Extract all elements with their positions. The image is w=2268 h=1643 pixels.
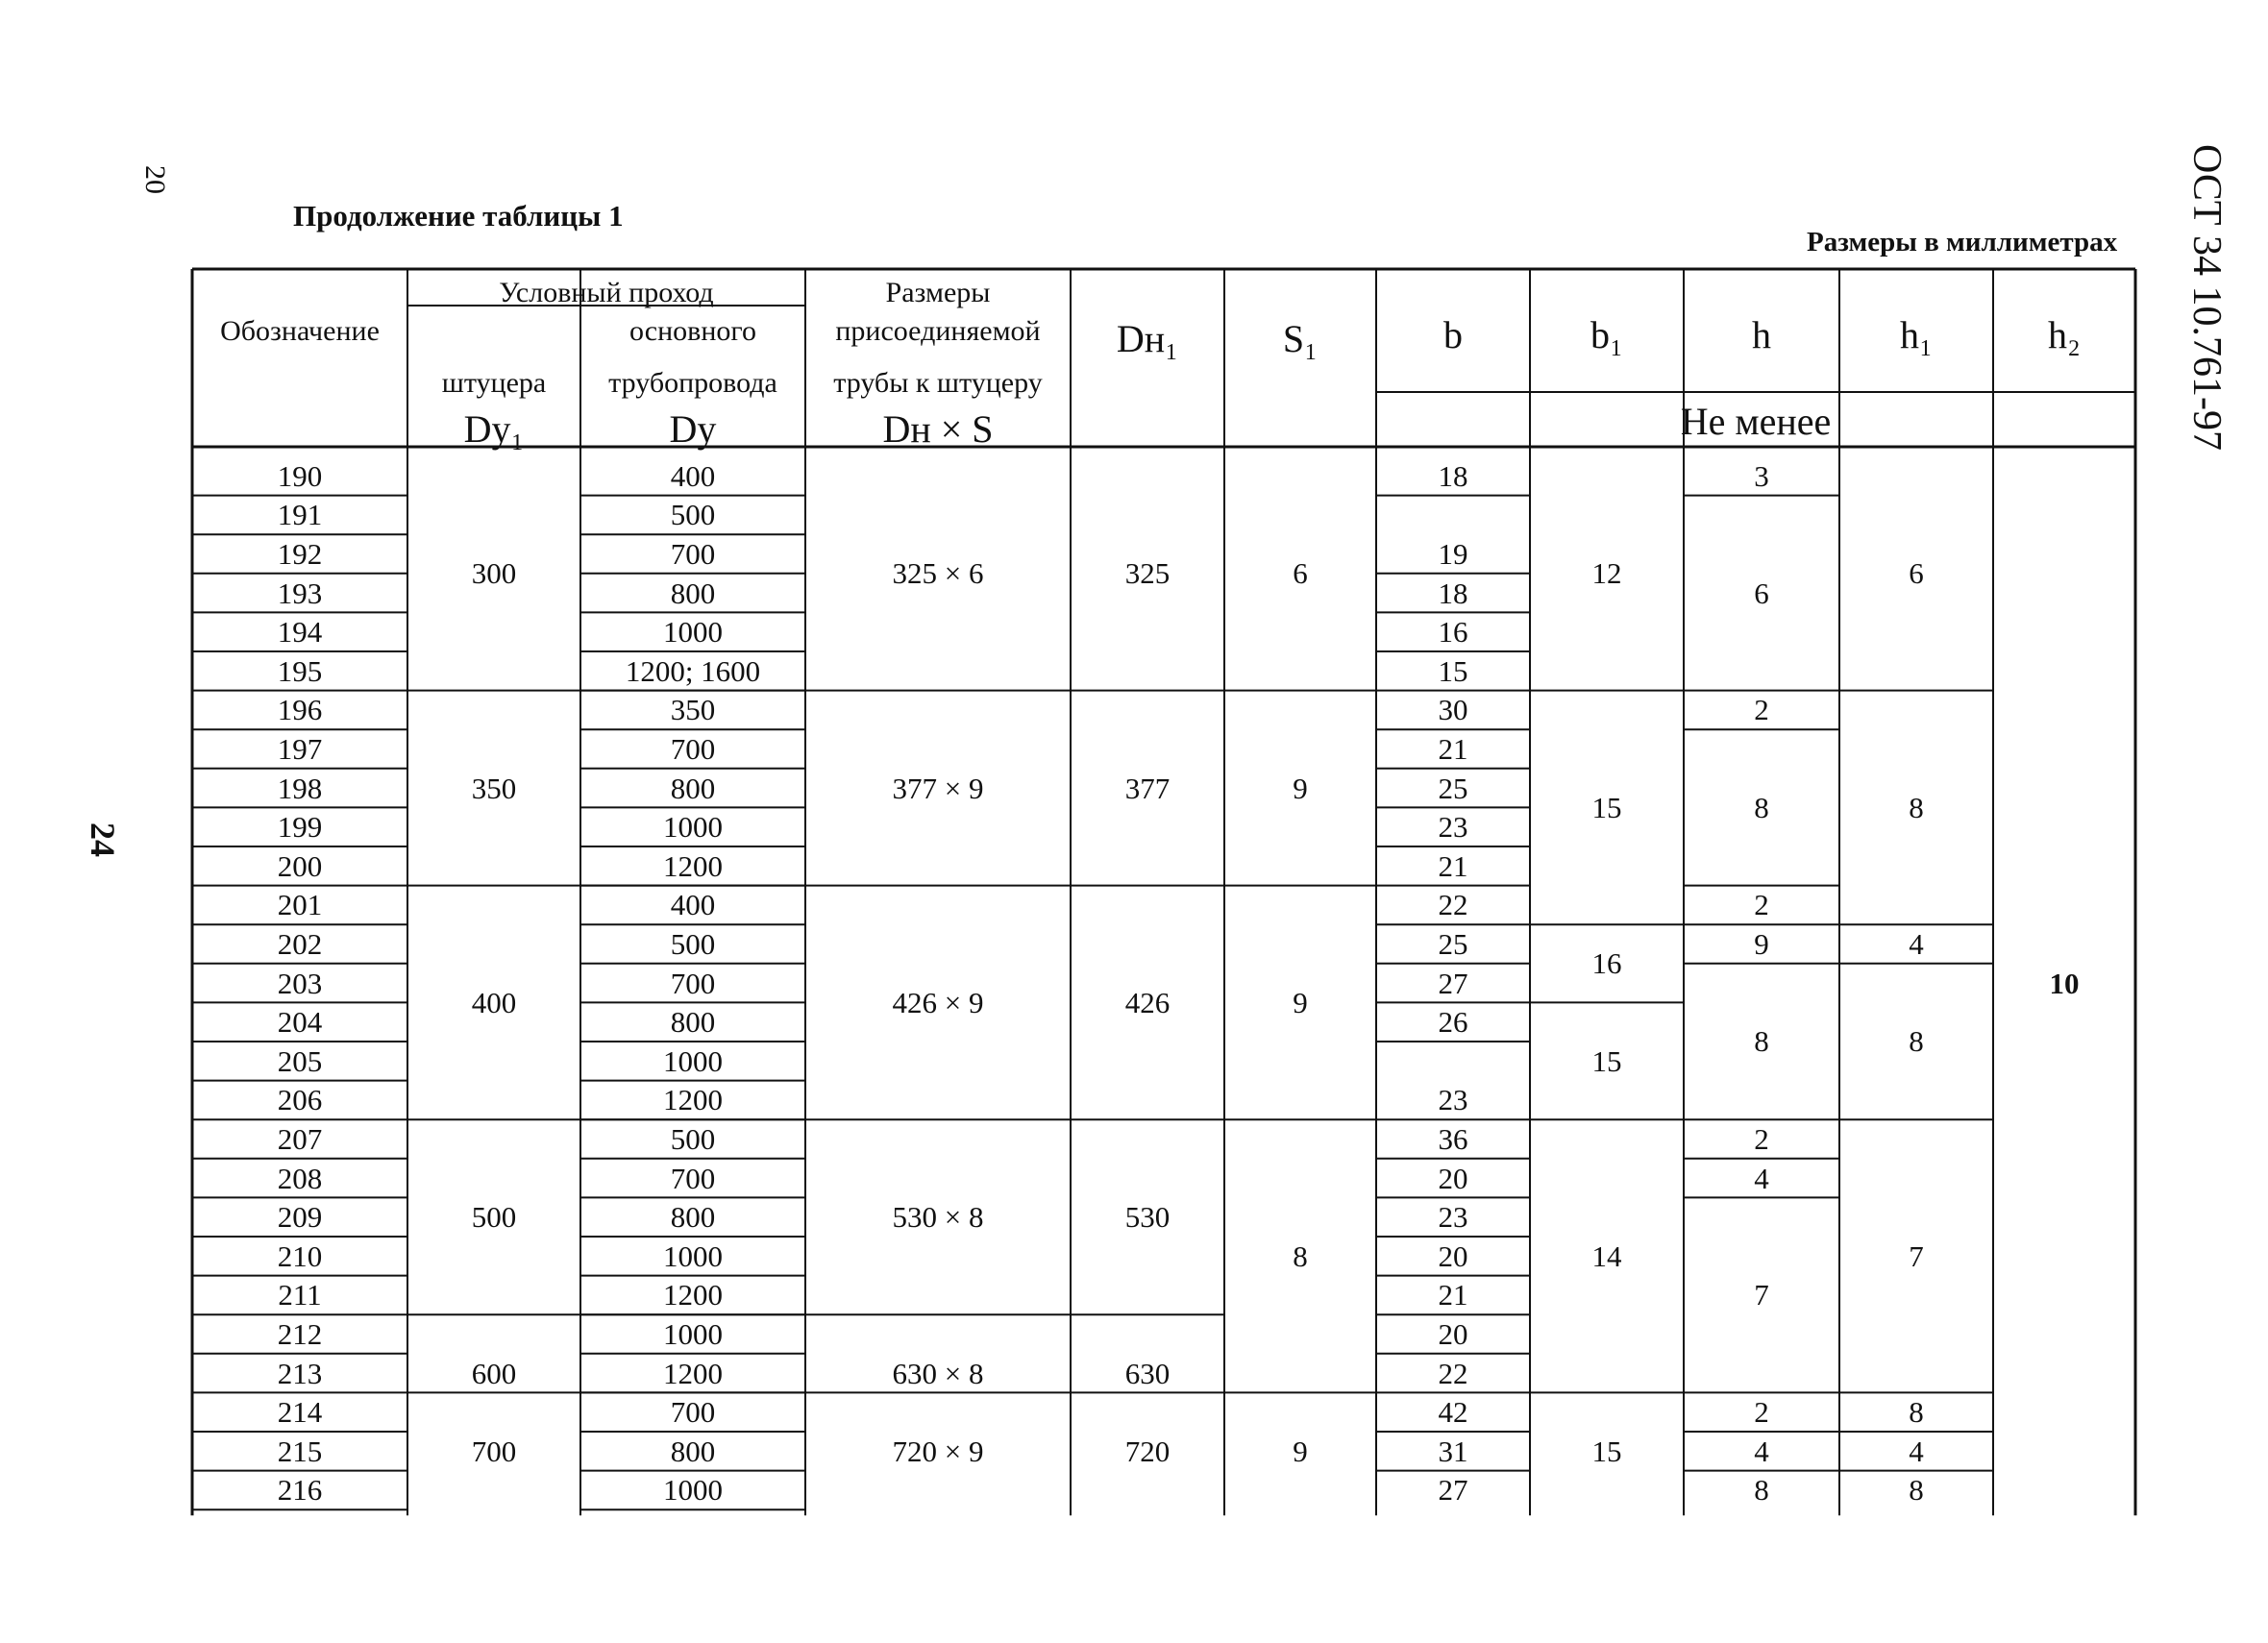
b1-value: 12 [1591, 556, 1622, 591]
b-value: 23 [1438, 1200, 1468, 1235]
units-note: Размеры в миллиметрах [1807, 227, 2118, 257]
header-fitting: штуцера [441, 367, 547, 399]
b-value: 25 [1438, 771, 1468, 805]
row-designation: 213 [277, 1356, 323, 1390]
header-nominal-bore: Условный проход [499, 277, 714, 308]
b1-value: 15 [1591, 1434, 1622, 1468]
row-designation: 197 [277, 731, 323, 766]
row-designation: 198 [277, 771, 323, 805]
h1-value: 6 [1909, 556, 1924, 591]
h-value: 7 [1754, 1278, 1769, 1312]
row-main-bore: 1200 [663, 1356, 723, 1390]
row-designation: 216 [277, 1473, 323, 1508]
row-main-bore: 700 [670, 731, 716, 766]
page-number-side: 24 [84, 822, 122, 857]
b-value: 26 [1438, 1005, 1468, 1040]
row-main-bore: 400 [670, 458, 716, 493]
header-pipe-dims-2: присоединяемой [835, 315, 1041, 347]
row-designation: 194 [277, 615, 323, 650]
h-value: 2 [1754, 693, 1769, 727]
pipe-dimensions: 630 × 8 [892, 1356, 984, 1390]
header-pipeline: трубопровода [608, 367, 777, 399]
b-value: 36 [1438, 1121, 1468, 1156]
row-main-bore: 700 [670, 1395, 716, 1430]
header-main-symbol: Dy [669, 407, 717, 451]
fitting-bore: 700 [471, 1434, 517, 1468]
row-main-bore: 1000 [663, 810, 723, 845]
row-designation: 195 [277, 653, 323, 688]
row-main-bore: 1200; 1600 [625, 653, 761, 688]
row-main-bore: 800 [670, 1434, 716, 1468]
h-value: 4 [1754, 1161, 1769, 1195]
header-dn1: Dн₁ [1116, 317, 1179, 360]
row-designation: 193 [277, 576, 323, 610]
header-h2: h₂ [2048, 313, 2081, 356]
h-value: 8 [1754, 1024, 1769, 1059]
b-value: 31 [1438, 1434, 1468, 1468]
s1-value: 9 [1293, 1434, 1308, 1468]
standard-code: ОСТ 34 10.761-97 [2184, 144, 2229, 451]
row-designation: 212 [277, 1316, 323, 1351]
row-main-bore: 800 [670, 1005, 716, 1040]
fitting-bore: 600 [471, 1356, 517, 1390]
row-designation: 206 [277, 1083, 323, 1117]
h-value: 9 [1754, 926, 1769, 961]
dn1-value: 530 [1124, 1200, 1171, 1235]
b-value: 21 [1438, 848, 1468, 883]
fitting-bore: 300 [471, 556, 517, 591]
s1-value: 9 [1293, 771, 1308, 805]
h1-value: 8 [1909, 790, 1924, 824]
row-designation: 208 [277, 1161, 323, 1195]
pipe-dimensions: 426 × 9 [892, 985, 984, 1019]
row-main-bore: 700 [670, 1161, 716, 1195]
b-value: 21 [1438, 1278, 1468, 1312]
h-value: 4 [1754, 1434, 1769, 1468]
b-value: 16 [1438, 615, 1468, 650]
row-designation: 211 [278, 1278, 322, 1312]
b-value: 27 [1438, 966, 1468, 1000]
row-main-bore: 1000 [663, 1043, 723, 1078]
row-main-bore: 800 [670, 1200, 716, 1235]
b-value: 20 [1438, 1238, 1468, 1273]
row-main-bore: 1200 [663, 1278, 723, 1312]
pipe-dimensions: 720 × 9 [892, 1434, 984, 1468]
header-pipe-dims-1: Размеры [885, 277, 991, 308]
b-value: 30 [1438, 693, 1468, 727]
h-value: 2 [1754, 888, 1769, 922]
b-value: 27 [1438, 1473, 1468, 1508]
h2-value: 10 [2049, 966, 2080, 1000]
fitting-bore: 400 [471, 985, 517, 1019]
b-value: 19 [1438, 536, 1468, 571]
h1-value: 8 [1909, 1024, 1924, 1059]
page-number-top: 20 [139, 165, 171, 194]
row-main-bore: 400 [670, 888, 716, 922]
b-value: 20 [1438, 1161, 1468, 1195]
row-designation: 196 [277, 693, 323, 727]
row-designation: 199 [277, 810, 323, 845]
row-designation: 209 [277, 1200, 323, 1235]
b-value: 42 [1438, 1395, 1468, 1430]
header-s1: S₁ [1282, 317, 1319, 360]
row-designation: 214 [277, 1395, 323, 1430]
row-designation: 202 [277, 926, 323, 961]
row-designation: 192 [277, 536, 323, 571]
row-main-bore: 800 [670, 771, 716, 805]
header-fitting-symbol: Dy₁ [463, 407, 525, 451]
fitting-bore: 500 [471, 1200, 517, 1235]
row-main-bore: 1200 [663, 1083, 723, 1117]
row-main-bore: 500 [670, 1121, 716, 1156]
h1-value: 4 [1909, 1434, 1924, 1468]
row-designation: 191 [277, 498, 323, 532]
row-designation: 215 [277, 1434, 323, 1468]
row-designation: 210 [277, 1238, 323, 1273]
dn1-value: 426 [1124, 985, 1171, 1019]
b-value: 18 [1438, 576, 1468, 610]
row-main-bore: 1000 [663, 1473, 723, 1508]
h1-value: 8 [1909, 1473, 1924, 1508]
header-b1: b₁ [1590, 313, 1623, 356]
b-value: 23 [1438, 810, 1468, 845]
row-designation: 204 [277, 1005, 323, 1040]
b-value: 22 [1438, 1356, 1468, 1390]
table-caption: Продолжение таблицы 1 [293, 199, 624, 233]
dn1-value: 720 [1124, 1434, 1171, 1468]
b-value: 25 [1438, 926, 1468, 961]
b-value: 21 [1438, 731, 1468, 766]
row-main-bore: 700 [670, 966, 716, 1000]
header-b: b [1443, 313, 1463, 356]
row-main-bore: 1000 [663, 1238, 723, 1273]
header-h1: h₁ [1900, 313, 1933, 356]
header-main: основного [629, 315, 756, 347]
row-main-bore: 700 [670, 536, 716, 571]
dn1-value: 630 [1124, 1356, 1171, 1390]
s1-value: 8 [1293, 1238, 1308, 1273]
h-value: 2 [1754, 1395, 1769, 1430]
b-value: 22 [1438, 888, 1468, 922]
s1-value: 6 [1293, 556, 1308, 591]
s1-value: 9 [1293, 985, 1308, 1019]
pipe-dimensions: 530 × 8 [892, 1200, 984, 1235]
pipe-dimensions: 325 × 6 [892, 556, 984, 591]
b-value: 20 [1438, 1316, 1468, 1351]
h-value: 8 [1754, 1473, 1769, 1508]
row-designation: 190 [277, 458, 323, 493]
b1-value: 16 [1591, 946, 1622, 981]
row-designation: 200 [277, 848, 323, 883]
b-value: 23 [1438, 1083, 1468, 1117]
row-designation: 207 [277, 1121, 323, 1156]
b1-value: 15 [1591, 790, 1622, 824]
header-h: h [1752, 313, 1771, 356]
row-main-bore: 1200 [663, 848, 723, 883]
h-value: 2 [1754, 1121, 1769, 1156]
row-designation: 203 [277, 966, 323, 1000]
row-main-bore: 350 [670, 693, 716, 727]
b-value: 18 [1438, 458, 1468, 493]
h1-value: 7 [1909, 1238, 1924, 1273]
row-main-bore: 1000 [663, 1316, 723, 1351]
row-designation: 205 [277, 1043, 323, 1078]
row-main-bore: 500 [670, 926, 716, 961]
b1-value: 15 [1591, 1043, 1622, 1078]
header-pipe-dims-3: трубы к штуцеру [833, 367, 1043, 399]
row-main-bore: 1000 [663, 615, 723, 650]
row-main-bore: 500 [670, 498, 716, 532]
header-pipe-dims-symbol: Dн × S [882, 407, 994, 451]
header-designation: Обозначение [220, 315, 380, 347]
h1-value: 4 [1909, 926, 1924, 961]
h-value: 8 [1754, 790, 1769, 824]
dn1-value: 377 [1124, 771, 1171, 805]
row-main-bore: 800 [670, 576, 716, 610]
h1-value: 8 [1909, 1395, 1924, 1430]
h-value: 6 [1754, 576, 1769, 610]
pipe-dimensions: 377 × 9 [892, 771, 984, 805]
fitting-bore: 350 [471, 771, 517, 805]
h-value: 3 [1754, 458, 1769, 493]
b-value: 15 [1438, 653, 1468, 688]
header-not-less: Не менее [1680, 400, 1832, 443]
b1-value: 14 [1591, 1238, 1622, 1273]
row-designation: 201 [277, 888, 323, 922]
dn1-value: 325 [1124, 556, 1171, 591]
